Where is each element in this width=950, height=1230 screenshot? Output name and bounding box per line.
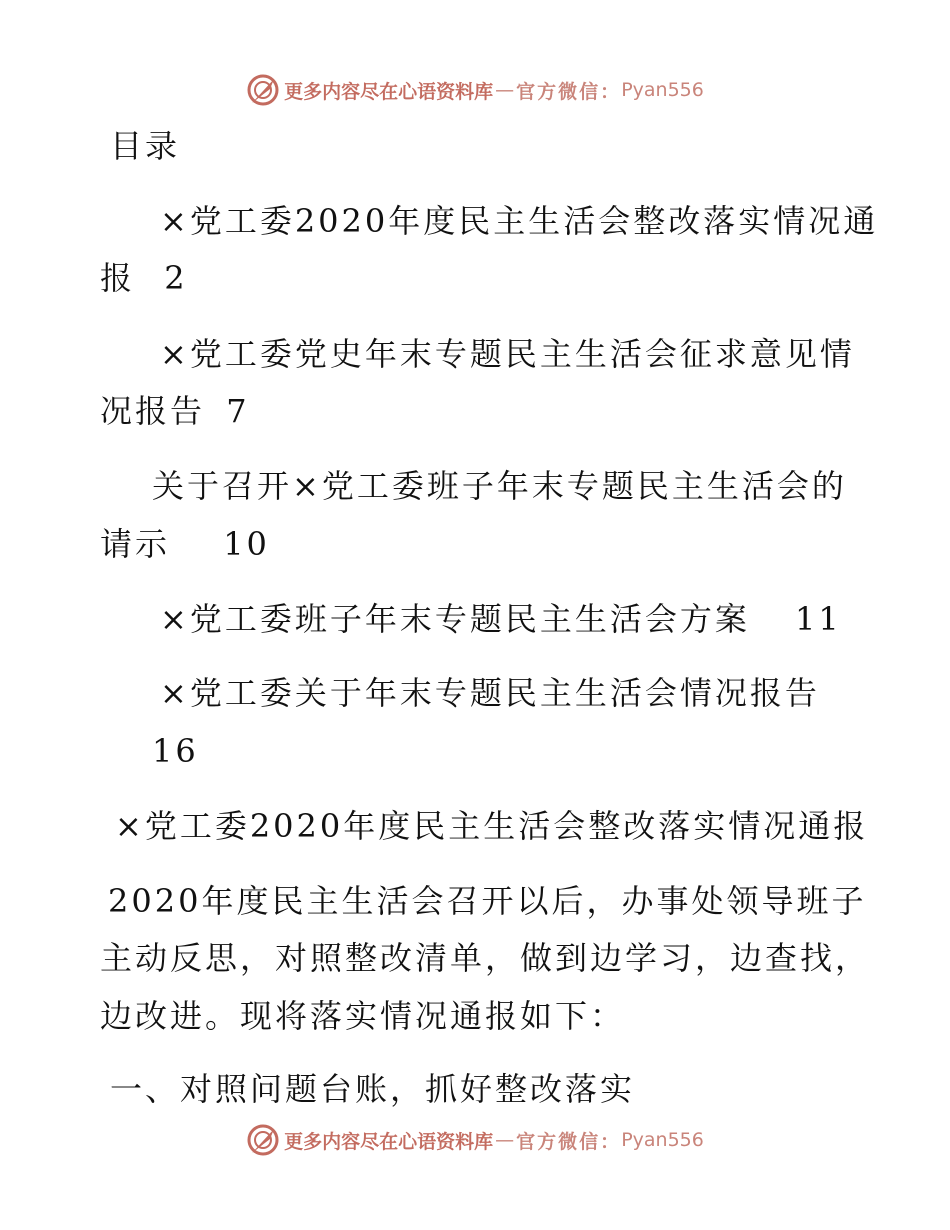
body-line-1: 2020年度民主生活会召开以后，办事处领导班子 [108,882,867,920]
toc-entry-4[interactable] [160,600,842,638]
toc-entry-5-page[interactable]: 16 [152,732,199,770]
toc-entry-2-title-end: 况报告 [100,392,206,430]
toc-entry-3-line1[interactable]: 关于召开×党工委班子年末专题民主生活会的 [152,467,847,505]
body-line-3: 边改进。现将落实情况通报如下： [100,997,626,1035]
watermark-dash: — [495,1129,515,1151]
toc-entry-3-title-end: 请示 [100,525,171,563]
toc-entry-5-line1[interactable]: ×党工委关于年末专题民主生活会情况报告 [160,674,820,712]
toc-entry-2-line1[interactable]: ×党工委党史年末专题民主生活会征求意见情 [160,335,855,373]
quill-logo-icon [246,1123,280,1157]
toc-entry-1-line2[interactable] [100,259,188,297]
quill-logo-icon [246,73,280,107]
body-line-2: 主动反思，对照整改清单，做到边学习，边查找， [100,939,871,977]
watermark-dash: — [495,79,515,101]
toc-title: 目录 [110,127,181,165]
toc-entry-1-title-end: 报 [100,259,136,297]
watermark-label: 官方微信： [516,80,622,103]
toc-entry-2-page: 7 [226,392,250,430]
toc-entry-1-page: 2 [164,259,188,297]
toc-entry-2-line2[interactable] [100,392,250,430]
toc-entry-4-title: ×党工委班子年末专题民主生活会方案 [160,600,750,638]
section-heading-1: 一、对照问题台账，抓好整改落实 [110,1070,636,1108]
watermark-header [0,70,950,110]
watermark-label: 官方微信： [516,1130,622,1153]
watermark-brand: 更多内容尽在心语资料库 [284,80,494,103]
watermark-id: Pyan556 [621,1129,704,1151]
watermark-id: Pyan556 [621,79,704,101]
toc-entry-3-page: 10 [223,525,270,563]
toc-entry-4-page: 11 [795,600,842,638]
watermark-footer [0,1120,950,1160]
watermark-brand: 更多内容尽在心语资料库 [284,1130,494,1153]
document-heading: ×党工委2020年度民主生活会整改落实情况通报 [115,807,869,845]
toc-entry-3-line2[interactable] [100,525,270,563]
toc-entry-1-line1[interactable]: ×党工委2020年度民主生活会整改落实情况通 [160,202,879,240]
